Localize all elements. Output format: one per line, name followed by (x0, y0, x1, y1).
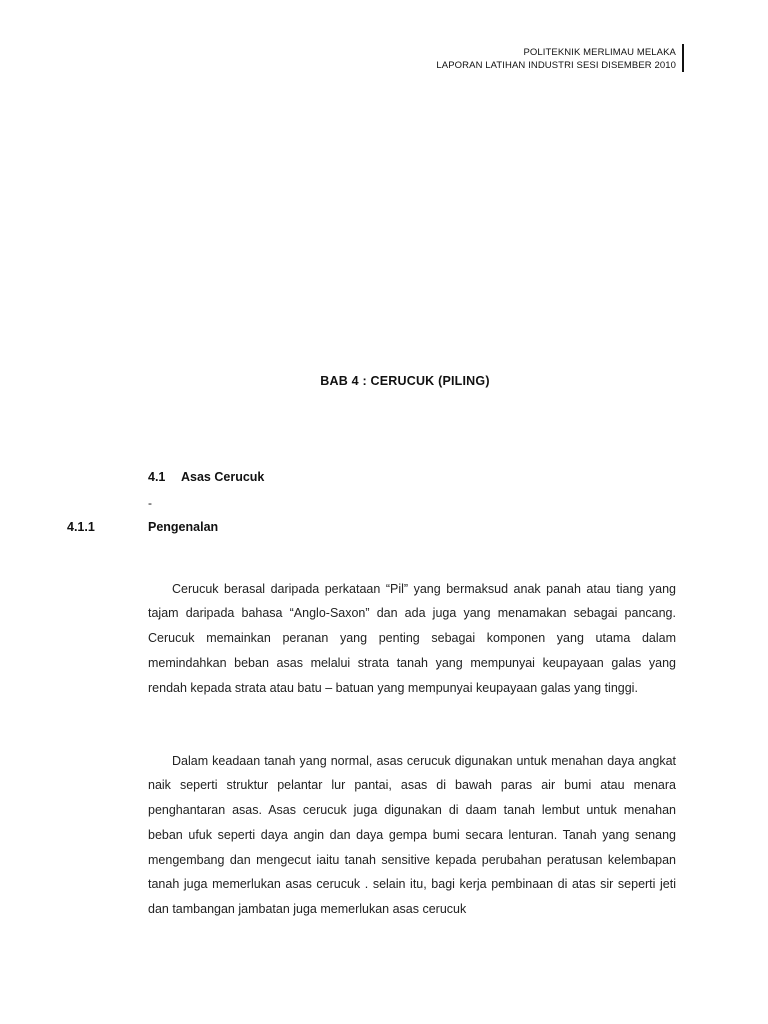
body-paragraph-1: Cerucuk berasal daripada perkataan “Pil” yang bermaksud anak panah atau tiang yang tajam daripada bahasa “Anglo-Saxon” dan ada juga yang menamakan sebagai pancang. Cerucuk memainkan peranan yang penting sebagai komponen yang utama dalam memindahkan beban asas melalui strata tanah yang mempunyai keupayaan galas yang rendah kepada strata atau batu – batuan yang mempunyai keupayaan galas yang tinggi. (148, 581, 676, 695)
section-title: Asas Cerucuk (181, 470, 265, 484)
subsection-number: 4.1.1 (67, 520, 95, 534)
page-header (436, 46, 676, 72)
section-number: 4.1 (148, 470, 166, 484)
subsection-title: Pengenalan (148, 520, 219, 534)
stray-dash-mark: - (148, 496, 152, 510)
section-heading (148, 470, 264, 484)
header-institution: POLITEKNIK MERLIMAU MELAKA (523, 47, 676, 58)
header-report-title: LAPORAN LATIHAN INDUSTRI SESI DISEMBER 2010 (436, 60, 676, 71)
chapter-title: BAB 4 : CERUCUK (PILING) (320, 374, 490, 388)
header-vertical-rule (682, 44, 684, 72)
body-paragraph-2: Dalam keadaan tanah yang normal, asas cerucuk digunakan untuk menahan daya angkat naik seperti struktur pelantar lur pantai, asas di bawah paras air bumi atau menara penghantaran asas. Asas cerucuk juga digunakan di daam tanah lembut untuk menahan beban ufuk seperti daya angin dan daya gempa bumi secara lenturan. Tanah yang senang mengembang dan mengecut iaitu tanah sensitive kepada perubahan peratusan kelembapan tanah juga memerlukan asas cerucuk . selain itu, bagi kerja pembinaan di atas sir seperti jeti dan tambangan jambatan juga memerlukan asas cerucuk (148, 753, 676, 917)
